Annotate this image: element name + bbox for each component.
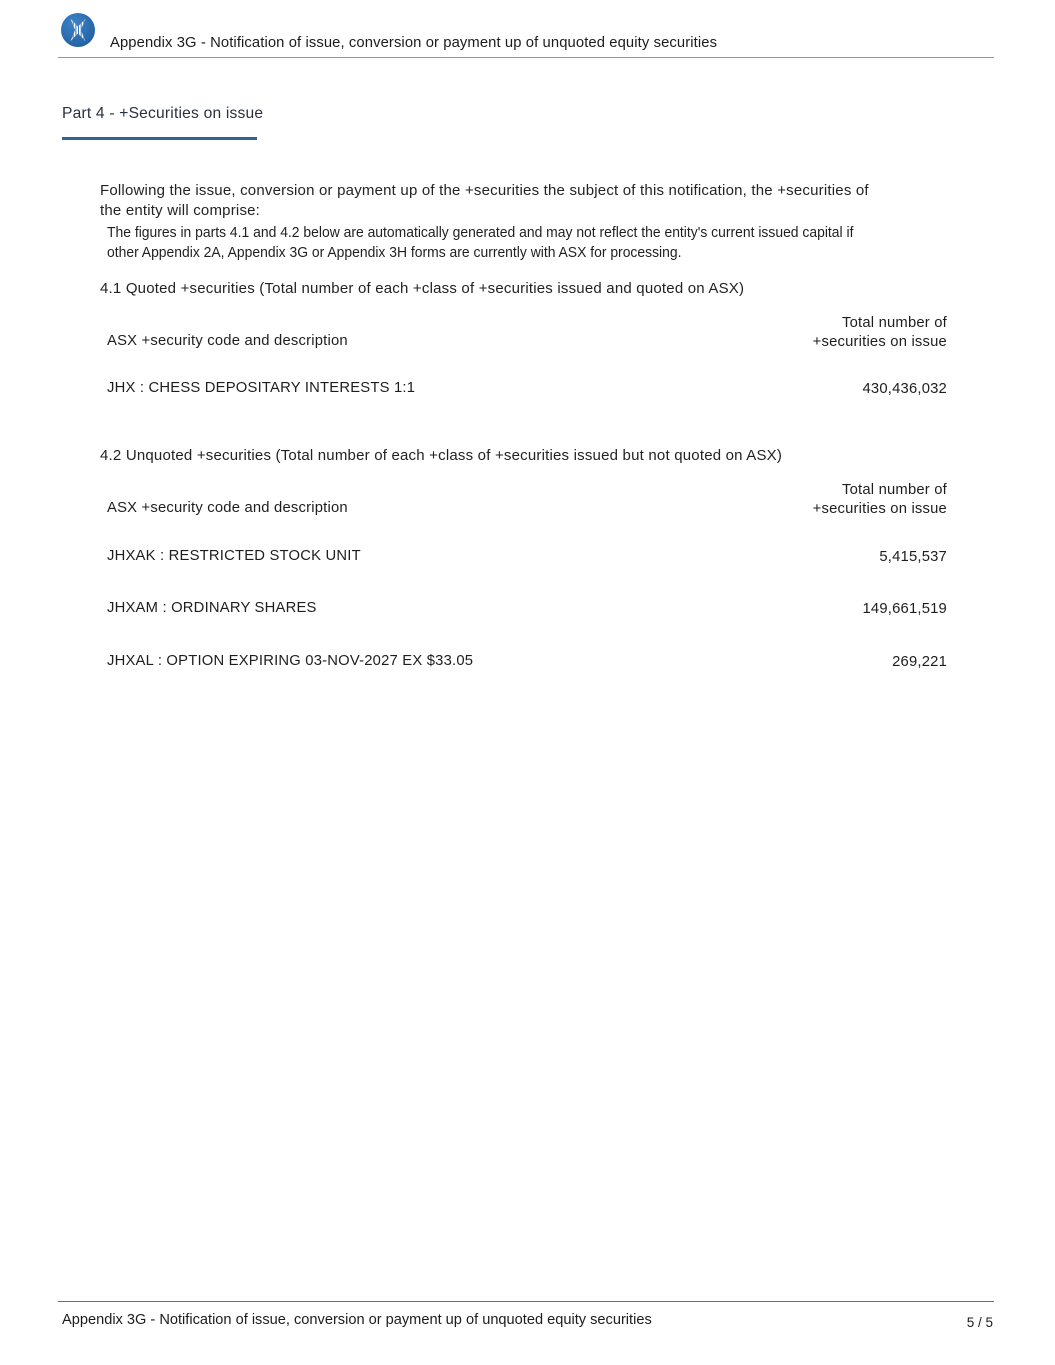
table-4-2-header-total-line2: +securities on issue: [812, 501, 947, 517]
security-row-code: JHX : CHESS DEPOSITARY INTERESTS 1:1: [107, 380, 416, 396]
security-row-code: JHXAL : OPTION EXPIRING 03-NOV-2027 EX $33.05: [107, 653, 474, 669]
header-divider: [58, 57, 994, 58]
footer-divider: [58, 1301, 994, 1302]
part4-title-underline: [62, 137, 257, 140]
header-title: Appendix 3G - Notification of issue, conversion or payment up of unquoted equity securities: [110, 35, 718, 51]
security-row-code: JHXAM : ORDINARY SHARES: [107, 600, 317, 616]
table-4-1-header-code: ASX +security code and description: [107, 333, 348, 349]
table-4-2-header-total-line1: Total number of: [842, 482, 947, 498]
asx-logo-icon: [61, 13, 95, 47]
intro-line-1: Following the issue, conversion or payment up of the +securities the subject of this notification, the +securities of: [100, 182, 869, 199]
security-row-total: 430,436,032: [862, 381, 947, 397]
section-4-2-heading: 4.2 Unquoted +securities (Total number of each +class of +securities issued but not quoted on ASX): [100, 447, 783, 464]
note-line-1: The figures in parts 4.1 and 4.2 below are automatically generated and may not reflect the entity's current issued capital if: [107, 225, 854, 241]
intro-paragraph: [100, 181, 869, 220]
security-row-total: 149,661,519: [862, 601, 947, 617]
table-4-1-header-total-line2: +securities on issue: [812, 334, 947, 350]
note-line-2: other Appendix 2A, Appendix 3G or Appendix 3H forms are currently with ASX for processing.: [107, 244, 682, 261]
security-row-total: 269,221: [892, 654, 947, 670]
intro-line-2: the entity will comprise:: [100, 201, 261, 219]
page-number: 5 / 5: [966, 1315, 993, 1330]
table-4-1-header-total: [813, 314, 947, 352]
part4-title: Part 4 - +Securities on issue: [62, 105, 264, 122]
security-row-total: 5,415,537: [879, 549, 947, 565]
table-4-2-header-total: [813, 481, 947, 519]
table-4-1-header-total-line1: Total number of: [842, 315, 947, 331]
section-4-1-heading: 4.1 Quoted +securities (Total number of each +class of +securities issued and quoted on ASX): [100, 280, 745, 297]
auto-generated-note: [107, 224, 853, 263]
table-4-2-header-code: ASX +security code and description: [107, 500, 348, 516]
security-row-code: JHXAK : RESTRICTED STOCK UNIT: [107, 548, 361, 564]
footer-title: Appendix 3G - Notification of issue, conversion or payment up of unquoted equity securities: [62, 1312, 652, 1328]
